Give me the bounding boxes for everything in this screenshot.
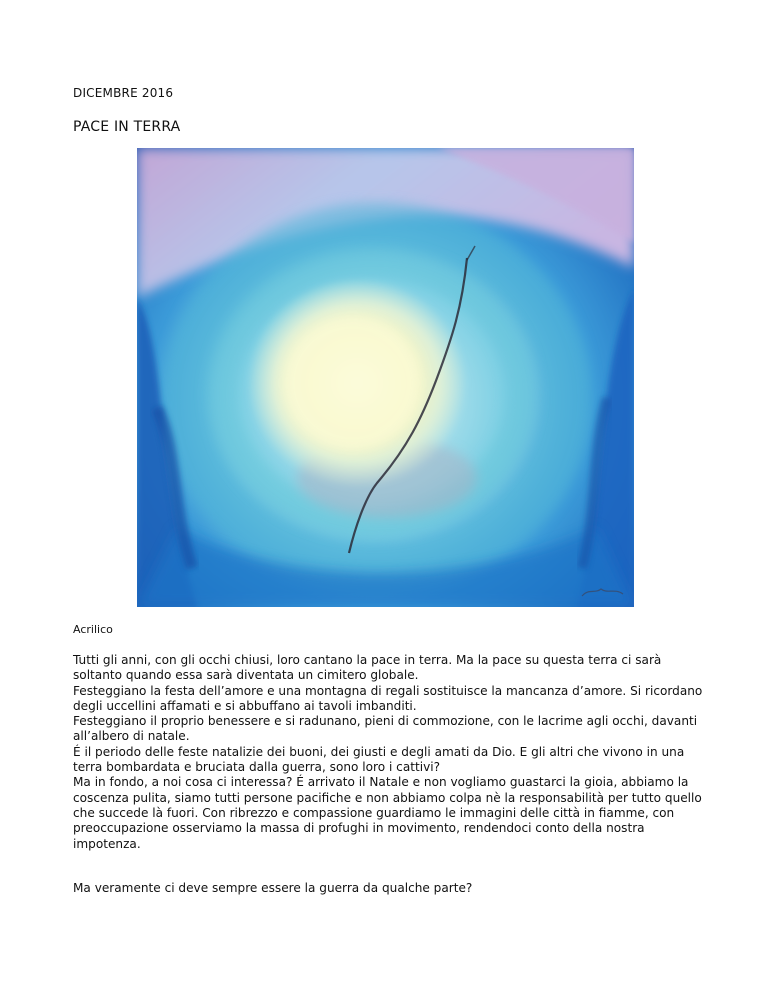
painting-caption: Acrilico — [73, 623, 113, 636]
paragraph: Ma in fondo, a noi cosa ci interessa? É arrivato il Natale e non vogliamo guastarci la gioia, abbiamo la coscenza pulita, siamo tutti persone pacifiche e non abbiamo colpa nè la responsabilità per tutto quello che succede là fuori. Con ribrezzo e compassione guardiamo le immagini delle città in fiamme, con preoccupazione osserviamo la massa di profughi in movimento, rendendoci conto della nostra impotenza. — [73, 775, 702, 851]
paragraph: Festeggiano il proprio benessere e si radunano, pieni di commozione, con le lacrime agli occhi, davanti all’albero di natale. — [73, 714, 698, 744]
acrylic-painting — [137, 148, 634, 607]
document-title: PACE IN TERRA — [73, 119, 181, 135]
paragraph: Festeggiano la festa dell’amore e una montagna di regali sostituisce la mancanza d’amore. Si ricordano degli uccellini affamati e si abbuffano ai tavoli imbanditi. — [73, 683, 703, 713]
body-text — [73, 653, 713, 852]
paragraph: Tutti gli anni, con gli occhi chiusi, loro cantano la pace in terra. Ma la pace su questa terra ci sarà soltanto quando essa sarà diventata un cimitero globale. — [73, 653, 662, 683]
closing-question: Ma veramente ci deve sempre essere la guerra da qualche parte? — [73, 881, 473, 895]
paragraph: É il periodo delle feste natalizie dei buoni, dei giusti e degli amati da Dio. E gli altri che vivono in una terra bombardata e bruciata dalla guerra, sono loro i cattivi? — [73, 744, 685, 775]
document-date: DICEMBRE 2016 — [73, 86, 174, 100]
